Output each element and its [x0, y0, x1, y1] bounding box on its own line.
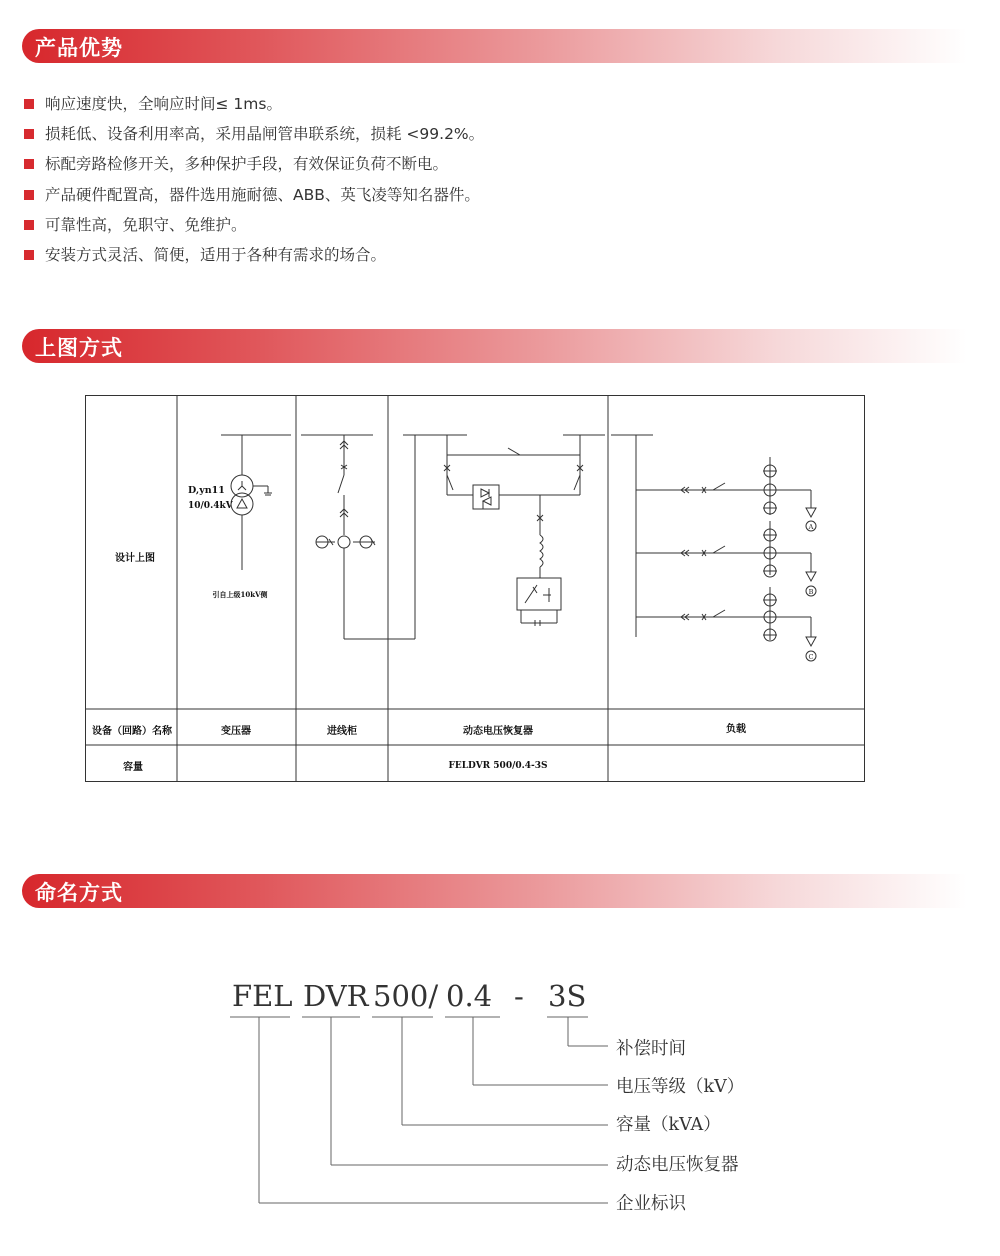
row-label-capacity: 容量 — [123, 762, 143, 773]
single-line-diagram — [85, 395, 867, 785]
list-item: 安装方式灵活、简便，适用于各种有需求的场合。 — [24, 243, 484, 273]
advantages-list — [24, 92, 484, 273]
model-part-time: 3S — [548, 979, 587, 1013]
model-part-brand: FEL — [232, 979, 293, 1013]
transformer-ratio-label: 10/0.4kV — [188, 501, 233, 511]
column-label-dvr: 动态电压恢复器 — [463, 726, 533, 737]
naming-desc-compensation-time: 补偿时间 — [616, 1039, 686, 1059]
model-part-capacity: 500/ — [373, 979, 439, 1013]
section-banner-advantages — [22, 29, 967, 63]
column-label-load: 负载 — [726, 724, 746, 735]
model-part-type: DVR — [303, 979, 369, 1013]
list-item: 标配旁路检修开关，多种保护手段，有效保证负荷不断电。 — [24, 152, 484, 182]
square-bullet-icon — [24, 99, 34, 109]
naming-desc-product-type: 动态电压恢复器 — [616, 1155, 739, 1175]
naming-desc-voltage-level: 电压等级（kV） — [616, 1077, 745, 1097]
list-item: 损耗低、设备利用率高，采用晶闸管串联系统，损耗 <99.2%。 — [24, 122, 484, 152]
section-title-naming: 命名方式 — [35, 881, 123, 905]
square-bullet-icon — [24, 220, 34, 230]
section-banner-naming — [22, 874, 967, 908]
section-banner-diagram — [22, 329, 967, 363]
model-part-dash: - — [514, 979, 524, 1013]
naming-leader-lines — [230, 1017, 608, 1203]
column-label-incoming: 进线柜 — [327, 726, 357, 737]
list-item: 产品硬件配置高，器件选用施耐德、ABB、英飞凌等知名器件。 — [24, 183, 484, 213]
section-title-advantages: 产品优势 — [35, 36, 123, 60]
list-item: 可靠性高，免职守、免维护。 — [24, 213, 484, 243]
phase-label-b: B — [808, 588, 814, 596]
model-part-voltage: 0.4 — [446, 979, 493, 1013]
naming-convention-diagram — [0, 960, 1000, 1220]
square-bullet-icon — [24, 129, 34, 139]
naming-desc-company-id: 企业标识 — [616, 1194, 686, 1214]
square-bullet-icon — [24, 159, 34, 169]
phase-label-a: A — [808, 523, 814, 531]
capacity-dvr: FELDVR 500/0.4-3S — [448, 761, 548, 771]
square-bullet-icon — [24, 190, 34, 200]
row-label-design: 设计上图 — [115, 553, 155, 564]
naming-desc-capacity: 容量（kVA） — [616, 1115, 721, 1135]
table-grid — [85, 395, 865, 782]
phase-label-c: C — [808, 653, 814, 661]
incoming-cabinet-symbol — [301, 435, 415, 639]
square-bullet-icon — [24, 250, 34, 260]
section-title-diagram: 上图方式 — [35, 336, 123, 360]
column-label-transformer: 变压器 — [221, 726, 251, 737]
list-item: 响应速度快，全响应时间≤ 1ms。 — [24, 92, 484, 122]
dvr-symbol — [403, 435, 605, 626]
transformer-source-note: 引自上级10kV侧 — [212, 590, 268, 599]
transformer-connection-label: D,yn11 — [188, 485, 225, 496]
load-feeders-symbol — [611, 435, 816, 661]
row-label-device-name: 设备（回路）名称 — [92, 726, 172, 737]
